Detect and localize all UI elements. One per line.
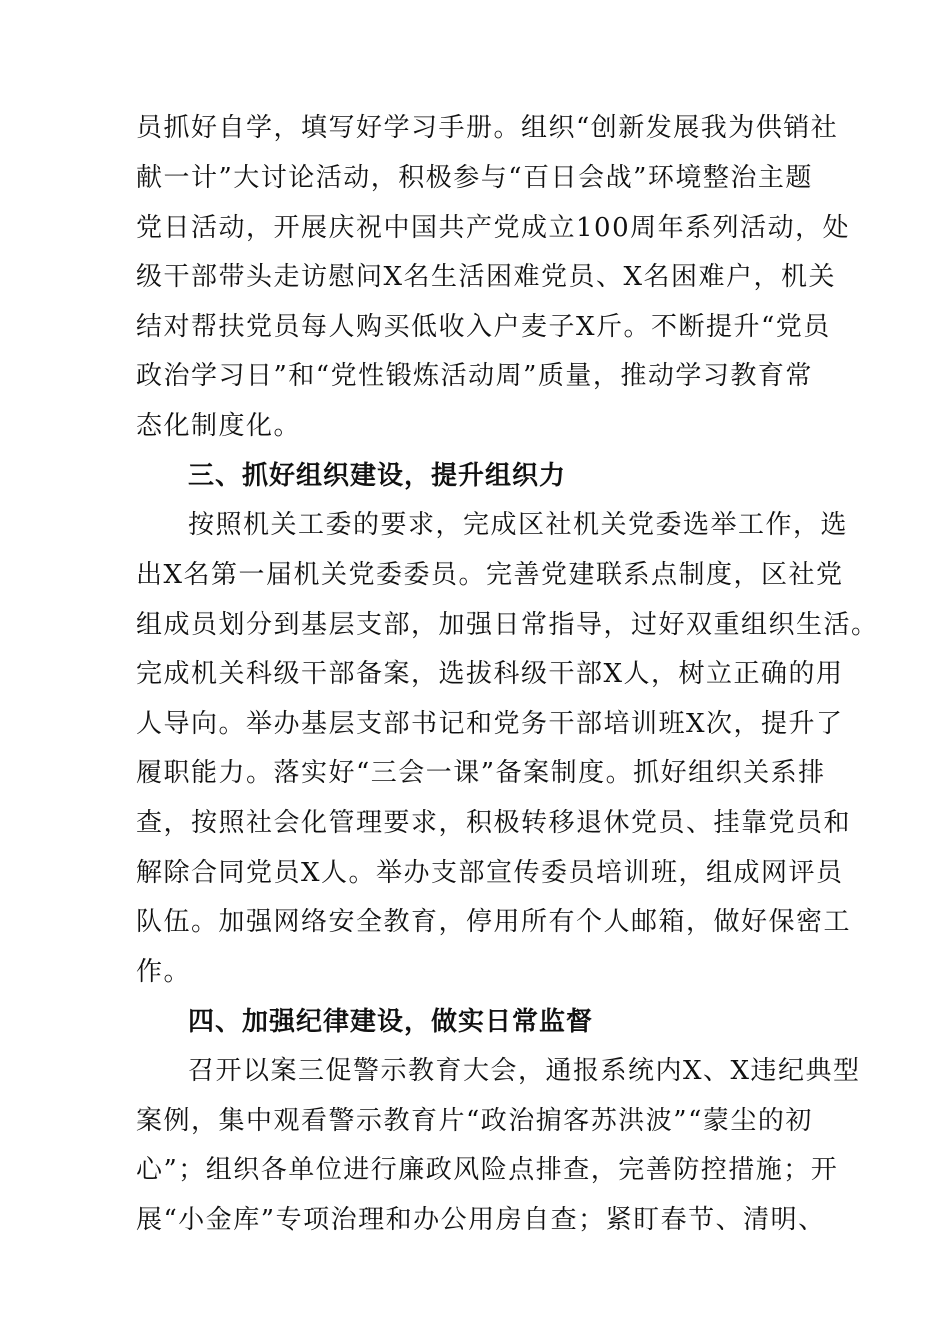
body-line: 态化制度化。 xyxy=(136,411,302,441)
body-line: 员抓好自学，填写好学习手册。组织“创新发展我为供销社 xyxy=(136,113,839,143)
body-line: 查，按照社会化管理要求，积极转移退休党员、挂靠党员和 xyxy=(136,808,852,838)
body-line: 作。 xyxy=(136,957,192,987)
body-line: 人导向。举办基层支部书记和党务干部培训班X次，提升了 xyxy=(136,709,844,739)
body-line: 履职能力。落实好“三会一课”备案制度。抓好组织关系排 xyxy=(136,758,826,788)
body-line: 献一计”大讨论活动，积极参与“百日会战”环境整治主题 xyxy=(136,163,813,193)
body-line: 队伍。加强网络安全教育，停用所有个人邮箱，做好保密工 xyxy=(136,907,852,937)
body-line: 展“小金库”专项治理和办公用房自查；紧盯春节、清明、 xyxy=(136,1205,826,1235)
section-heading-4: 四、加强纪律建设，做实日常监督 xyxy=(188,1007,594,1037)
section-heading-3: 三、抓好组织建设，提升组织力 xyxy=(188,461,567,491)
body-line: 结对帮扶党员每人购买低收入户麦子X斤。不断提升“党员 xyxy=(136,312,831,342)
body-line: 按照机关工委的要求，完成区社机关党委选举工作，选 xyxy=(188,510,849,540)
body-line: 组成员划分到基层支部，加强日常指导，过好双重组织生活。 xyxy=(136,610,879,640)
body-line: 党日活动，开展庆祝中国共产党成立100周年系列活动，处 xyxy=(136,213,851,243)
body-line: 完成机关科级干部备案，选拔科级干部X人，树立正确的用 xyxy=(136,659,844,689)
body-line: 案例，集中观看警示教育片“政治掮客苏洪波”“蒙尘的初 xyxy=(136,1106,813,1136)
body-line: 心”；组织各单位进行廉政风险点排查，完善防控措施；开 xyxy=(136,1155,839,1185)
body-line: 政治学习日”和“党性锻炼活动周”质量，推动学习教育常 xyxy=(136,361,813,391)
body-line: 级干部带头走访慰问X名生活困难党员、X名困难户，机关 xyxy=(136,262,837,292)
body-line: 出X名第一届机关党委委员。完善党建联系点制度，区社党 xyxy=(136,560,844,590)
body-line: 解除合同党员X人。举办支部宣传委员培训班，组成网评员 xyxy=(136,858,844,888)
body-line: 召开以案三促警示教育大会，通报系统内X、X违纪典型 xyxy=(188,1056,861,1086)
